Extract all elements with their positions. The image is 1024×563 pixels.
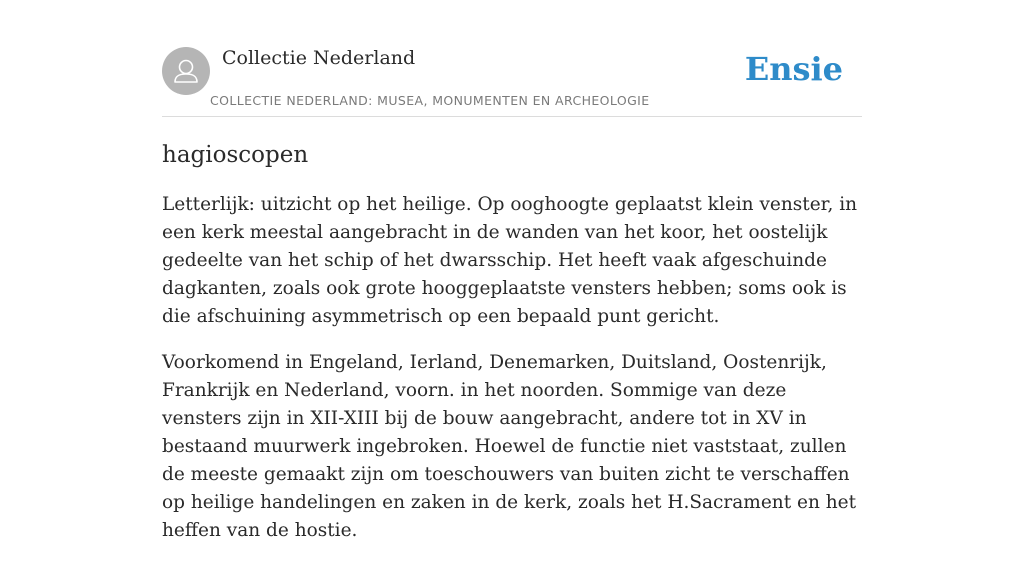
brand-logo[interactable]: Ensie: [744, 50, 843, 88]
article-title: hagioscopen: [162, 142, 309, 168]
avatar[interactable]: [162, 47, 210, 95]
collection-label[interactable]: COLLECTIE NEDERLAND: MUSEA, MONUMENTEN EN ARCHEOLOGIE: [210, 93, 650, 108]
article-header: [162, 46, 862, 117]
user-icon: [162, 47, 210, 95]
paragraph: Voorkomend in Engeland, Ierland, Denemarken, Duitsland, Oostenrijk, Frankrijk en Nederland, voorn. in het noorden. Sommige van deze vensters zijn in XII-XIII bij de bouw aangebracht, andere tot in XV in bestaand muurwerk ingebroken. Hoewel de functie niet vaststaat, zullen de meeste gemaakt zijn om toeschouwers van buiten zicht te verschaffen op heilige handelingen en zaken in de kerk, zoals het H.Sacrament en het heffen van de hostie.: [162, 352, 857, 541]
paragraph: Letterlijk: uitzicht op het heilige. Op ooghoogte geplaatst klein venster, in een kerk meestal aangebracht in de wanden van het koor, het oostelijk gedeelte van het schip of het dwarsschip. Het heeft vaak afgeschuinde dagkanten, zoals ook grote hooggeplaatste vensters hebben; soms ook is die afschuining asymmetrisch op een bepaald punt gericht.: [162, 194, 858, 327]
author-name[interactable]: Collectie Nederland: [222, 47, 416, 69]
article-body: [162, 138, 862, 563]
